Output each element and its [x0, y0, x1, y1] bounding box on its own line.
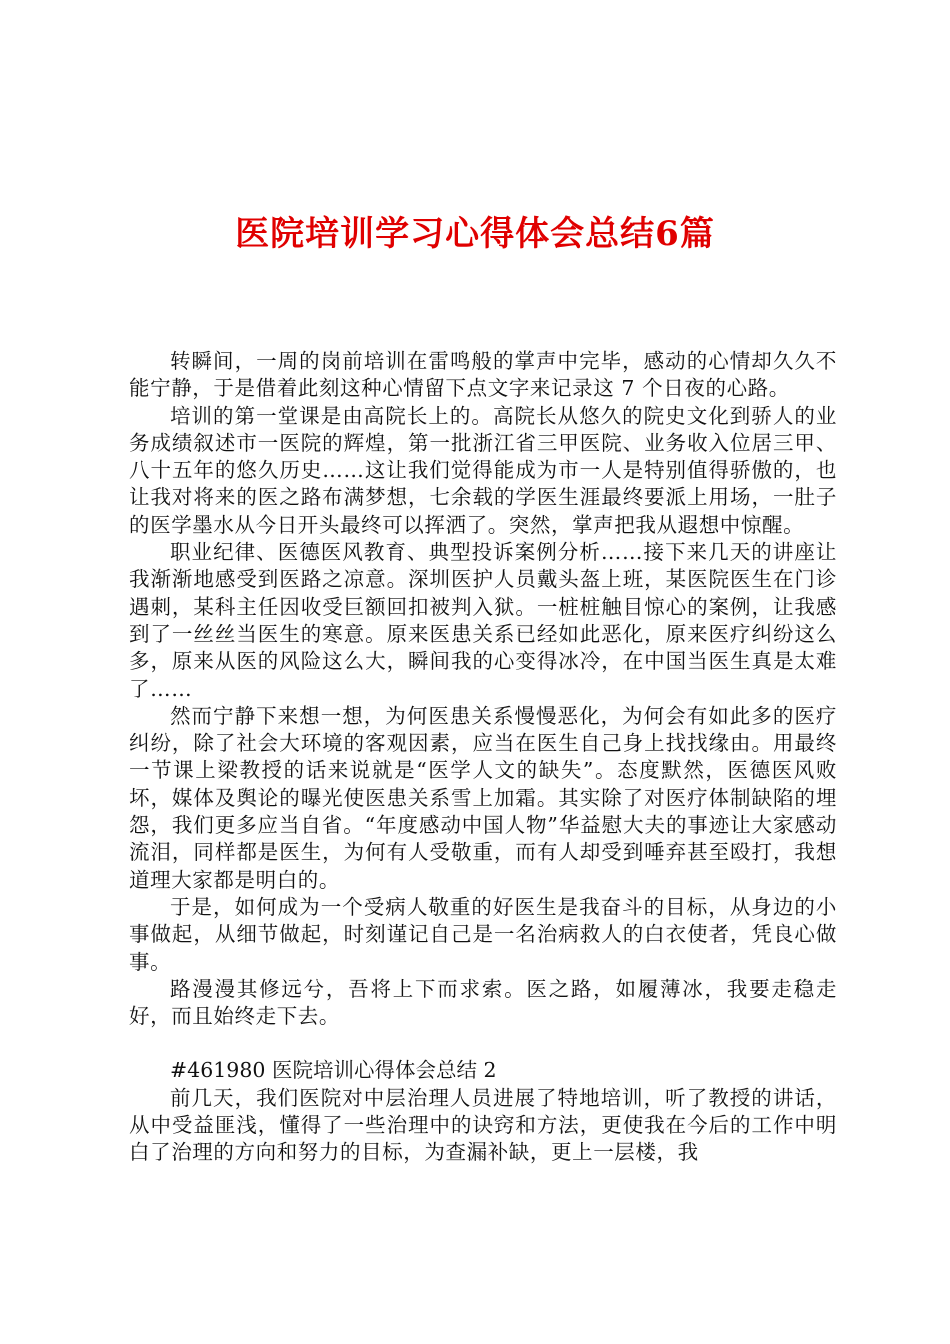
paragraph: 职业纪律、医德医风教育、典型投诉案例分析……接下来几天的讲座让我渐渐地感受到医路之凉意。深圳医护人员戴头盔上班，某医院医生在门诊遇刺，某科主任因收受巨额回扣被判入狱。一桩桩触目惊心的案例，让我感到了一丝丝当医生的寒意。原来医患关系已经如此恶化，原来医疗纠纷这么多，原来从医的风险这么大，瞬间我的心变得冰冷，在中国当医生真是太难了…… — [129, 540, 837, 701]
paragraph: 转瞬间，一周的岗前培训在雷鸣般的掌声中完毕，感动的心情却久久不能宁静，于是借着此刻这种心情留下点文字来记录这 7 个日夜的心路。 — [129, 349, 837, 401]
page-title: 医院培训学习心得体会总结6篇 — [235, 214, 715, 254]
paragraph: 前几天，我们医院对中层治理人员进展了特地培训，听了教授的讲话，从中受益匪浅，懂得了一些治理中的诀窍和方法，更使我在今后的工作中明白了治理的方向和努力的目标，为查漏补缺，更上一层楼，我 — [129, 1085, 837, 1165]
section-header: #461980 医院培训心得体会总结 2 — [170, 1058, 497, 1083]
paragraph: 路漫漫其修远兮，吾将上下而求索。医之路，如履薄冰，我要走稳走好，而且始终走下去。 — [129, 976, 837, 1029]
paragraph: 然而宁静下来想一想，为何医患关系慢慢恶化，为何会有如此多的医疗纠纷，除了社会大环境的客观因素，应当在医生自己身上找找缘由。用最终一节课上梁教授的话来说就是“医学人文的缺失”。态度默然，医德医风败坏，媒体及舆论的曝光使医患关系雪上加霜。其实除了对医疗体制缺陷的埋怨，我们更多应当自省。“年度感动中国人物”华益慰大夫的事迹让大家感动流泪，同样都是医生，为何有人受敬重，而有人却受到唾弃甚至殴打，我想道理大家都是明白的。 — [129, 703, 837, 892]
document-body — [129, 348, 837, 1167]
paragraph: 于是，如何成为一个受病人敬重的好医生是我奋斗的目标，从身边的小事做起，从细节做起，时刻谨记自己是一名治病救人的白衣使者，凭良心做事。 — [129, 894, 837, 974]
paragraph: 培训的第一堂课是由高院长上的。高院长从悠久的院史文化到骄人的业务成绩叙述市一医院的辉煌，第一批浙江省三甲医院、业务收入位居三甲、八十五年的悠久历史……这让我们觉得能成为市一人是特别值得骄傲的，也让我对将来的医之路布满梦想，七余载的学医生涯最终要派上用场，一肚子的医学墨水从今日开头最终可以挥洒了。突然，掌声把我从遐想中惊醒。 — [129, 403, 837, 537]
